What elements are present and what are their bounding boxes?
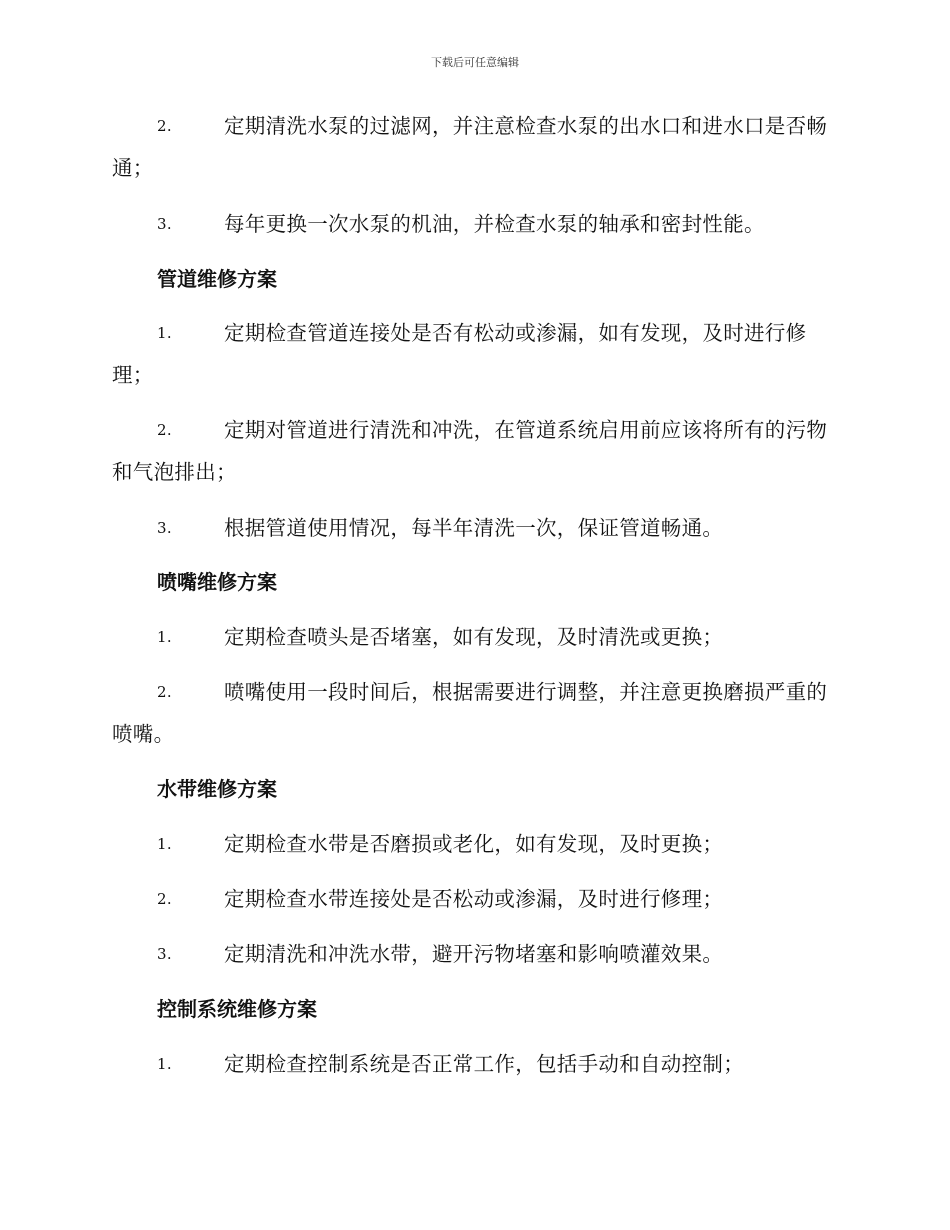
item-text: 定期检查管道连接处是否有松动或渗漏，如有发现，及时进行修理；	[112, 321, 807, 387]
list-item	[112, 409, 834, 493]
list-item	[112, 507, 834, 549]
section-heading: 水带维修方案	[157, 777, 277, 801]
list-item	[112, 823, 834, 865]
item-number: 1.	[157, 628, 172, 646]
item-text: 喷嘴使用一段时间后，根据需要进行调整，并注意更换磨损严重的喷嘴。	[112, 680, 828, 746]
section-heading: 管道维修方案	[157, 267, 277, 291]
item-number: 3.	[157, 519, 172, 537]
item-number: 3.	[157, 945, 172, 963]
item-text: 定期对管道进行清洗和冲洗，在管道系统启用前应该将所有的污物和气泡排出；	[112, 418, 828, 484]
section-heading: 喷嘴维修方案	[157, 570, 277, 594]
item-number: 1.	[157, 324, 172, 342]
item-number: 2.	[157, 890, 172, 908]
list-item	[112, 671, 834, 755]
item-number: 2.	[157, 117, 172, 135]
item-number: 1.	[157, 835, 172, 853]
item-number: 2.	[157, 421, 172, 439]
section-heading: 控制系统维修方案	[157, 997, 317, 1021]
item-text: 定期检查水带是否磨损或老化，如有发现，及时更换；	[224, 832, 724, 856]
item-text: 定期检查控制系统是否正常工作，包括手动和自动控制；	[224, 1052, 744, 1076]
item-number: 2.	[157, 683, 172, 701]
list-item	[112, 203, 834, 245]
item-text: 定期检查水带连接处是否松动或渗漏，及时进行修理；	[224, 887, 724, 911]
item-text: 定期检查喷头是否堵塞，如有发现，及时清洗或更换；	[224, 625, 724, 649]
page-header: 下载后可任意编辑	[431, 56, 519, 69]
list-item	[112, 312, 834, 396]
list-item	[112, 1043, 834, 1085]
item-text: 每年更换一次水泵的机油，并检查水泵的轴承和密封性能。	[224, 212, 765, 236]
item-number: 3.	[157, 215, 172, 233]
item-text: 定期清洗和冲洗水带，避开污物堵塞和影响喷灌效果。	[224, 942, 724, 966]
item-text: 定期清洗水泵的过滤网，并注意检查水泵的出水口和进水口是否畅通；	[112, 114, 828, 180]
list-item	[112, 616, 834, 658]
list-item	[112, 878, 834, 920]
item-text: 根据管道使用情况，每半年清洗一次，保证管道畅通。	[224, 516, 724, 540]
list-item	[112, 105, 834, 189]
item-number: 1.	[157, 1055, 172, 1073]
list-item	[112, 933, 834, 975]
